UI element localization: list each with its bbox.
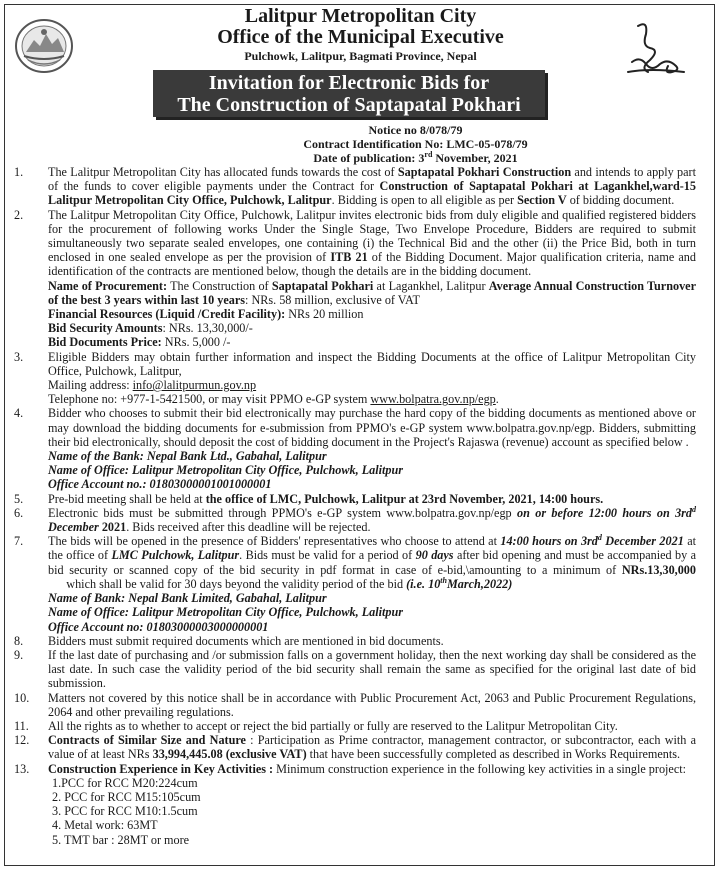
office-name: Office of the Municipal Executive <box>217 26 504 48</box>
clause-12: 12. Contracts of Similar Size and Nature : Participation as Prime contractor, management contractor, or subcontractor, each with a value of at least NRs 33,994,445.08 (exclusive VAT) that have been successfully completed as described in Works Requirements. <box>14 733 696 762</box>
office-name-detail: Name of Office: Lalitpur Metropolitan City Office, Pulchowk, Lalitpur <box>48 463 404 478</box>
office-name-2: Name of Office: Lalitpur Metropolitan City Office, Pulchowk, Lalitpur <box>48 605 404 620</box>
list-item: 3. PCC for RCC M10:1.5cum <box>52 804 198 819</box>
account-number: Office Account no.: 01803000001001000001 <box>48 477 272 492</box>
contract-id: Contract Identification No: LMC-05-078/79 <box>303 137 528 151</box>
banner-line-1: Invitation for Electronic Bids for <box>208 72 490 94</box>
clause-5: 5. Pre-bid meeting shall be held at the office of LMC, Pulchowk, Lalitpur at 23rd November, 2021, 14:00 hours. <box>14 491 604 506</box>
clause-8: 8. Bidders must submit required documents which are mentioned in bid documents. <box>14 633 444 648</box>
clause-3: 3. Eligible Bidders may obtain further information and inspect the Bidding Documents at the office of Lalitpur Metropolitan City Office, Pulchowk, Lalitpur, Mailing address: info@lalitpurmun.gov.np Telephone no: +977-1-5421500, or may visit PPMO e-GP system www.bolpatra.gov.np/egp. <box>14 349 696 407</box>
bank-name-2: Name of Bank: Nepal Bank Limited, Gabahal, Lalitpur <box>48 591 327 606</box>
bid-security: Bid Security Amounts: NRs. 13,30,000/- <box>48 321 253 336</box>
financial-resources: Financial Resources (Liquid /Credit Facility): NRs 20 million <box>48 307 364 322</box>
notice-body <box>14 165 696 847</box>
office-address: Pulchowk, Lalitpur, Bagmati Province, Nepal <box>244 49 477 63</box>
clause-9: 9. If the last date of purchasing and /or submission falls on a government holiday, then the next working day shall be considered as the last date. In such case the validity period of the bid security shall remain the same as specified for the original last date of bid submission. <box>14 647 696 691</box>
list-item: 2. PCC for RCC M15:105cum <box>52 789 201 804</box>
list-item: 4. Metal work: 63MT <box>52 818 158 833</box>
list-item: 1.PCC for RCC M20:224cum <box>52 775 198 790</box>
list-item: 5. TMT bar : 28MT or more <box>52 832 190 847</box>
clause-2: 2. The Lalitpur Metropolitan City Office, Pulchowk, Lalitpur invites electronic bids from duly eligible and qualified registered bidders for the procurement of following works Under the Single Stage, Two Envelope Procedure, Bidders are required to submit simultaneously two separate sealed envelopes, one containing (i) the Technical Bid and the other (ii) the Price Bid, both in turn enclosed in one sealed envelope as per the provision of ITB 21 of the Bidding Document. Major qualification criteria, name and identification of the contracts are mentioned below, though the details are in the bidding document. Name of Procurement: The Construction of Saptapatal Pokhari at Lagankhel, Lalitpur Average Annual Construction Turnover of the best 3 years within last 10 years: NRs. 58 million, exclusive of VAT Financial Resources (Liquid /Credit Facility): NRs 20 million Bid Security Amounts: NRs. 13,30,000/- Bid Documents Price: NRs. 5,000 /- <box>14 207 696 350</box>
org-name: Lalitpur Metropolitan City <box>244 5 477 27</box>
bid-doc-price: Bid Documents Price: NRs. 5,000 /- <box>48 335 231 350</box>
title-banner <box>153 70 545 117</box>
clause-10: 10. Matters not covered by this notice shall be in accordance with Public Procurement Act, 2063 and Public Procurement Regulations, 2064 and other prevailing regulations. <box>14 690 696 719</box>
account-number-2: Office Account no: 01803000003000000001 <box>48 619 269 634</box>
procurement-name: Name of Procurement: The Construction of Saptapatal Pokhari at Lagankhel, Lalitpur Average Annual Construction Turnover of the best 3 years within last 10 years: NRs. 58 million, exclusive of VAT <box>48 278 696 307</box>
publication-date: Date of publication: 3rd November, 2021 <box>313 150 518 165</box>
egp-link[interactable]: www.bolpatra.gov.np/egp <box>370 392 496 407</box>
notice-number: Notice no 8/078/79 <box>368 123 463 137</box>
email-link[interactable]: info@lalitpurmun.gov.np <box>132 378 257 393</box>
clause-13: 13. Construction Experience in Key Activities : Minimum construction experience in the following key activities in a single project: 1.PCC for RCC M20:224cum 2. PCC for RCC M15:105cum 3. PCC for RCC M10:1.5cum 4. Metal work: 63MT 5. TMT bar : 28MT or more <box>14 762 696 847</box>
clause-7: 7. The bids will be opened in the presence of Bidders' representatives who choose to attend at 14:00 hours on $3rd^d$ December 2021 at the office of LMC Pulchowk, Lalitpur. Bids must be valid for a period of 90 days after bid opening and must be accompanied by a bid security or scanned copy of the bid security in pdf format in case of e-bid,\amounting to a minimum of NRs.13,30,000 which shall be valid for 30 days beyond the validity period of the bid (i.e. 10thMarch,2022) Name of Bank: Nepal Bank Limited, Gabahal, Lalitpur Name of Office: Lalitpur Metropolitan City Office, Pulchowk, Lalitpur Office Account no: 01803000003000000001 <box>14 533 696 634</box>
banner-line-2: The Construction of Saptapatal Pokhari <box>177 94 521 116</box>
clause-1: 1. The Lalitpur Metropolitan City has allocated funds towards the cost of Saptapatal Pokhari Construction and intends to apply part of the funds to cover eligible payments under the Contract for Construction of Saptapatal Pokhari at Lagankhel,ward-15 Lalitpur Metropolitan City Office, Pulchowk, Lalitpur. Bidding is open to all eligible as per Section V of bidding document. <box>14 165 696 208</box>
bank-name: Name of the Bank: Nepal Bank Ltd., Gabahal, Lalitpur <box>48 449 327 464</box>
notice-meta <box>0 123 721 165</box>
clause-11: 11. All the rights as to whether to accept or reject the bid partially or fully are reserved to the Lalitpur Metropolitan City. <box>14 718 618 733</box>
clause-6: 6. Electronic bids must be submitted through PPMO's e-GP system www.bolpatra.gov.np/egp on or before 12:00 hours on $3rd^d$ December 2021. Bids received after this deadline will be rejected. <box>14 504 697 535</box>
clause-4: 4. Bidder who chooses to submit their bid electronically may purchase the hard copy of the bidding documents as mentioned above or may download the bidding documents for e-submission from PPMO's e-GP system www.bolpatra.gov.np/egp. Bidders, submitting their bid electronically, should deposit the cost of bidding document in the Project's Rajaswa (revenue) account as specified below . Name of the Bank: Nepal Bank Ltd., Gabahal, Lalitpur Name of Office: Lalitpur Metropolitan City Office, Pulchowk, Lalitpur Office Account no.: 01803000001001000001 <box>14 406 696 492</box>
letterhead <box>0 6 721 64</box>
